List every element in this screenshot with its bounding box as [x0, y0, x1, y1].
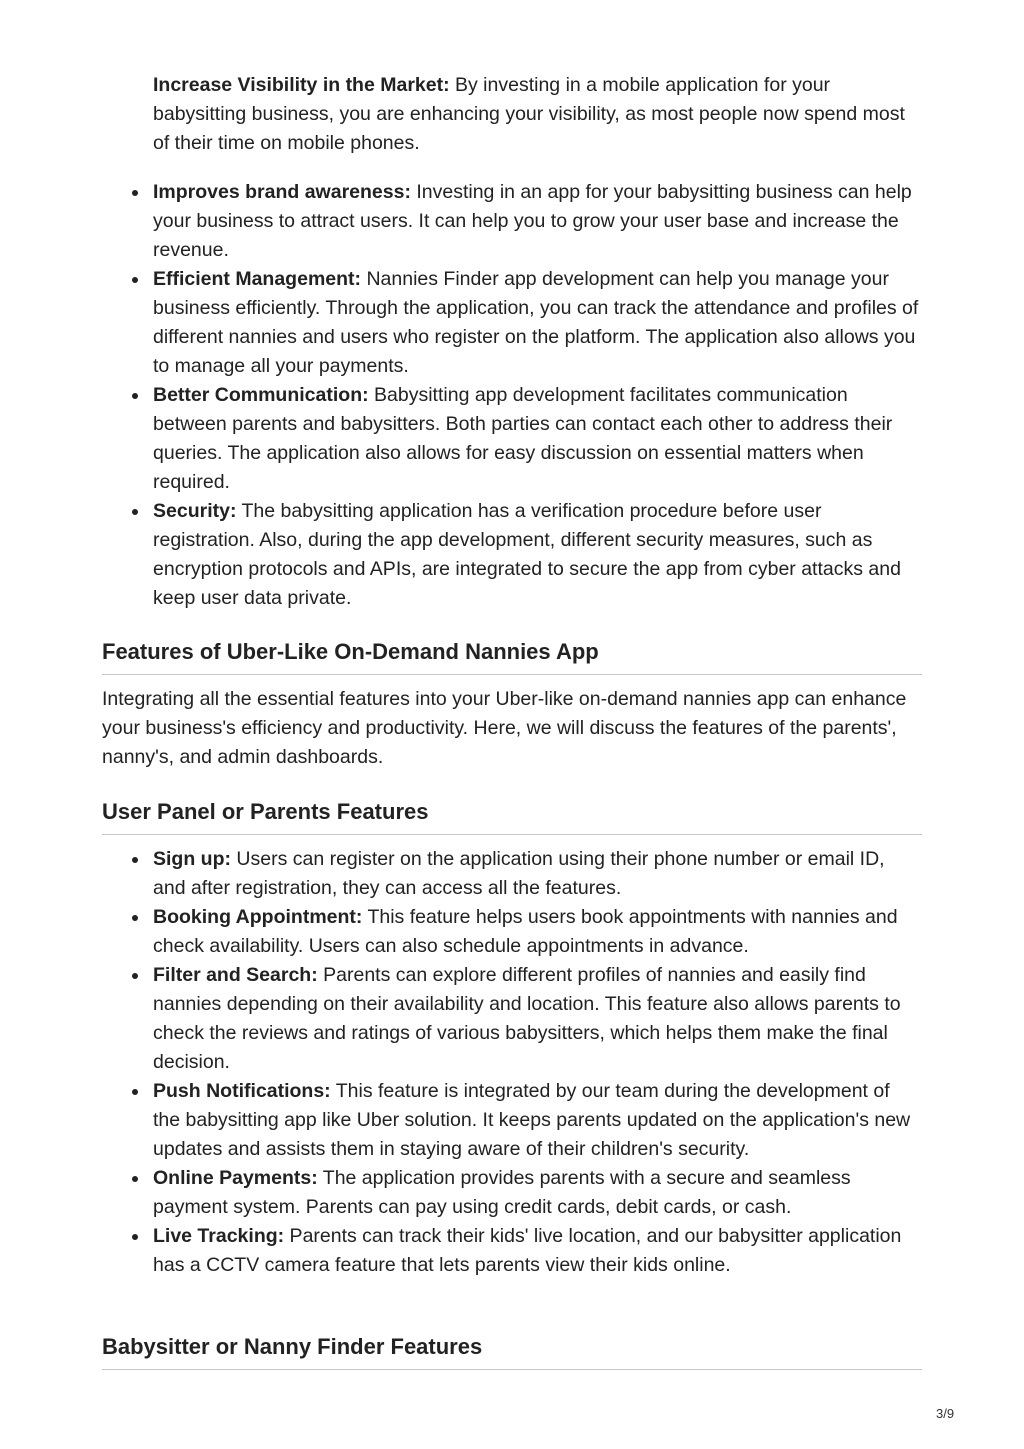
list-item-text: The application provides parents with a secure and seamless payment system. Parents can pay using credit cards, debit cards, or cash. — [153, 1167, 851, 1218]
section-heading-user-panel: User Panel or Parents Features — [102, 799, 429, 824]
section-heading-features: Features of Uber-Like On-Demand Nannies App — [102, 639, 599, 664]
section-heading-nanny-features: Babysitter or Nanny Finder Features — [102, 1334, 483, 1359]
list-item — [102, 903, 922, 961]
list-item — [102, 178, 922, 265]
features-intro-paragraph: Integrating all the essential features into your Uber-like on-demand nannies app can enhance your business's efficiency and productivity. Here, we will discuss the features of the parents', nanny's, and admin dashboards. — [102, 688, 907, 768]
bullet-icon — [132, 190, 138, 196]
list-item — [102, 845, 922, 903]
list-item — [102, 1222, 922, 1280]
list-item-text: Investing in an app for your babysitting business can help your business to attract users. It can help you to grow your user base and increase the revenue. — [153, 181, 912, 261]
list-item — [102, 961, 922, 1077]
list-item-text: Nannies Finder app development can help you manage your business efficiently. Through the application, you can track the attendance and profiles of different nannies and users who register on the platform. The application also allows you to manage all your payments. — [153, 268, 919, 377]
visibility-item-text: By investing in a mobile application for your babysitting business, you are enhancing your visibility, as most people now spend most of their time on mobile phones. — [153, 74, 905, 154]
user-panel-features-list — [102, 845, 922, 1280]
bullet-icon — [132, 393, 138, 399]
list-item-title: Booking Appointment: — [153, 906, 363, 928]
list-item-title: Push Notifications: — [153, 1080, 331, 1102]
list-item-title: Efficient Management: — [153, 268, 362, 290]
list-item-title: Better Communication: — [153, 384, 369, 406]
list-item-text: Parents can track their kids' live location, and our babysitter application has a CCTV camera feature that lets parents view their kids online. — [153, 1225, 902, 1276]
visibility-item-title: Increase Visibility in the Market: — [153, 74, 450, 96]
list-item-text: Users can register on the application using their phone number or email ID, and after registration, they can access all the features. — [153, 848, 885, 899]
list-item-title: Security: — [153, 500, 237, 522]
list-item-title: Filter and Search: — [153, 964, 318, 986]
bullet-icon — [132, 973, 138, 979]
section-divider — [102, 1369, 922, 1370]
bullet-icon — [132, 277, 138, 283]
list-item — [102, 381, 922, 497]
visibility-item — [153, 71, 923, 158]
benefits-list — [102, 178, 922, 613]
list-item — [102, 1164, 922, 1222]
bullet-icon — [132, 509, 138, 515]
list-item-text: Babysitting app development facilitates communication between parents and babysitters. Both parties can contact each other to address their queries. The application also allows for easy discussion on essential matters when required. — [153, 384, 893, 493]
list-item-title: Improves brand awareness: — [153, 181, 411, 203]
list-item-text: The babysitting application has a verification procedure before user registration. Also, during the app development, different security measures, such as encryption protocols and APIs, are integrated to secure the app from cyber attacks and keep user data private. — [153, 500, 901, 609]
list-item-text: This feature is integrated by our team during the development of the babysitting app like Uber solution. It keeps parents updated on the application's new updates and assists them in staying aware of their children's security. — [153, 1080, 911, 1160]
list-item-title: Sign up: — [153, 848, 231, 870]
bullet-icon — [132, 1176, 138, 1182]
list-item — [102, 497, 922, 613]
list-item-text: Parents can explore different profiles of nannies and easily find nannies depending on their availability and location. This feature also allows parents to check the reviews and ratings of various babysitters, which helps them make the final decision. — [153, 964, 901, 1073]
list-item-title: Live Tracking: — [153, 1225, 285, 1247]
section-divider — [102, 834, 922, 835]
section-divider — [102, 674, 922, 675]
bullet-icon — [132, 1234, 138, 1240]
list-item-text: This feature helps users book appointments with nannies and check availability. Users can also schedule appointments in advance. — [153, 906, 898, 957]
list-item-title: Online Payments: — [153, 1167, 318, 1189]
list-item — [102, 265, 922, 381]
bullet-icon — [132, 1089, 138, 1095]
page-number: 3/9 — [936, 1406, 955, 1421]
bullet-icon — [132, 857, 138, 863]
list-item — [102, 1077, 922, 1164]
bullet-icon — [132, 915, 138, 921]
